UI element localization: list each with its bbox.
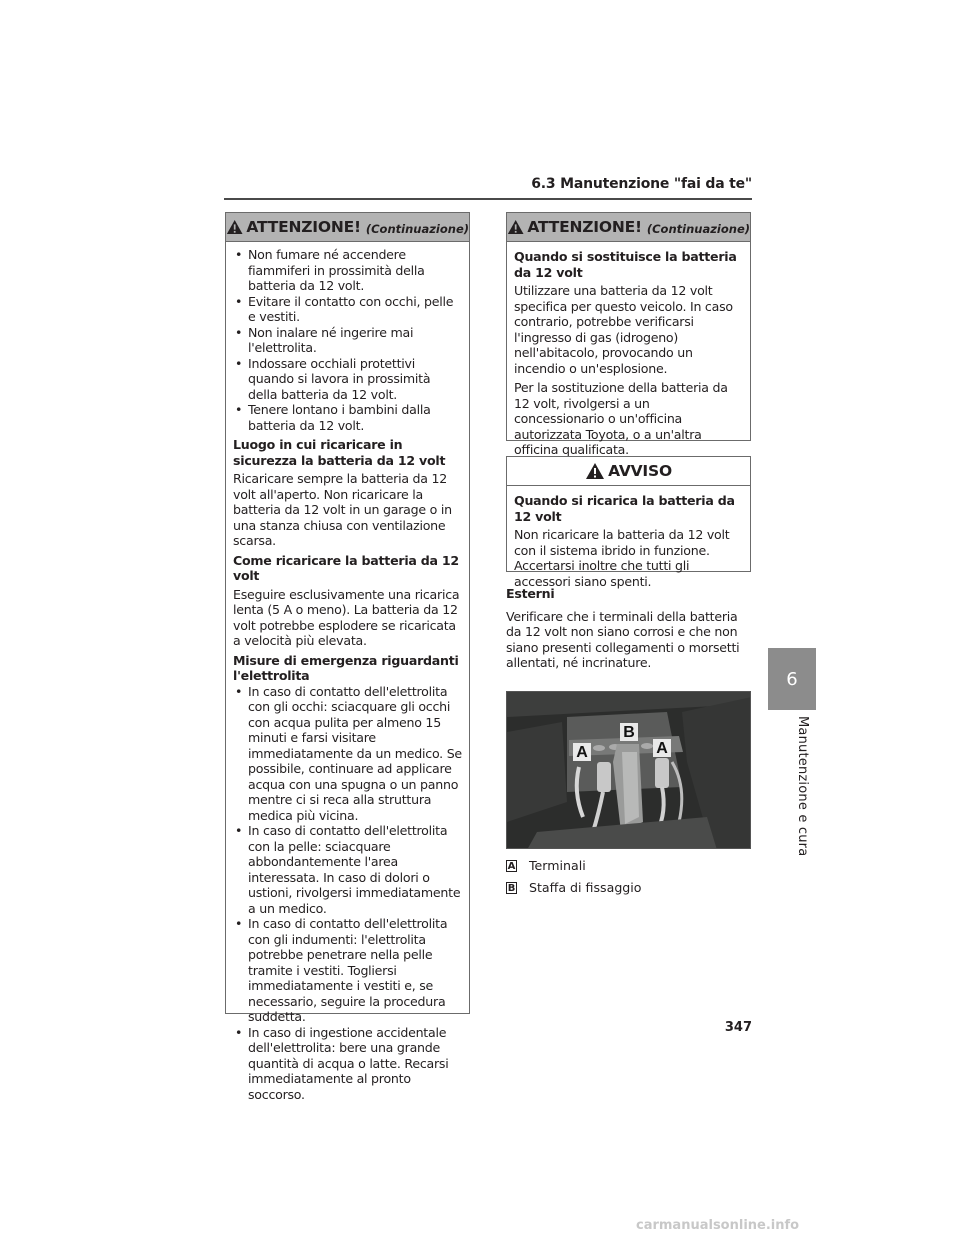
warning-title: ATTENZIONE! [527,218,642,236]
legend-label: Terminali [529,858,586,873]
header-rule [224,198,752,200]
emergency-list [233,684,462,1103]
exterior-section [506,586,751,671]
section-title: 6.3 Manutenzione "fai da te" [531,176,752,192]
legend-item-a [506,858,751,873]
subheading: Quando si ricarica la batteria da 12 volt [514,493,735,524]
warning-box-right [506,212,751,457]
chapter-label: Manutenzione e cura [795,716,810,857]
battery-photo [506,691,751,849]
battery-illustration [507,692,751,849]
notice-title: AVVISO [608,462,672,480]
continued-label: (Continuazione) [646,222,750,236]
warning-box-header [226,213,469,242]
chapter-tab: 6 [768,648,816,710]
callout-b: B [623,724,635,741]
list-item: • In caso di ingestione accidentale dell'elettrolita: bere una grande quantità di acqua o latte. Recarsi immediatamente al pronto soccorso. [233,1025,462,1103]
callout-a-right: A [656,740,668,757]
paragraph: Per la sostituzione della batteria da 12 volt, rivolgersi a un concessionario o un'officina autorizzata Toyota, o a un'altra officina qualificata. [514,380,728,457]
continued-label: (Continuazione) [365,222,469,236]
list-item: • Evitare il contatto con occhi, pelle e vestiti. [233,294,462,325]
subheading: Misure di emergenza riguardanti l'elettrolita [233,652,459,683]
paragraph: Ricaricare sempre la batteria da 12 volt all'aperto. Non ricaricare la batteria da 12 volt in un garage o in una stanza chiusa con ventilazione scarsa. [233,471,452,548]
list-item: • Non inalare né ingerire mai l'elettrolita. [233,325,462,356]
paragraph: Utilizzare una batteria da 12 volt specifica per questo veicolo. In caso contrario, potrebbe verificarsi l'ingresso di gas (idrogeno) nell'abitacolo, provocando un incendio o un'esplosione. [514,283,733,376]
warning-box-header [507,213,750,242]
list-item: • Indossare occhiali protettivi quando si lavora in prossimità della batteria da 12 volt. [233,356,462,403]
legend-label: Staffa di fissaggio [529,880,642,895]
subheading: Quando si sostituisce la batteria da 12 volt [514,249,737,280]
exterior-heading: Esterni [506,586,555,601]
paragraph: Non ricaricare la batteria da 12 volt con il sistema ibrido in funzione. Accertarsi inoltre che tutti gli accessori siano spenti. [514,527,730,589]
callout-a-left: A [576,744,588,761]
subheading: Luogo in cui ricaricare in sicurezza la batteria da 12 volt [233,437,446,468]
warning-title: ATTENZIONE! [246,218,361,236]
list-item: • In caso di contatto dell'elettrolita con gli occhi: sciacquare gli occhi con acqua pulita per almeno 15 minuti e farsi visitare immediatamente da un medico. Se possibile, continuare ad applicare acqua con una spugna o un panno mentre ci si reca alla struttura medica più vicina. [233,684,462,824]
paragraph: Eseguire esclusivamente una ricarica lenta (5 A o meno). La batteria da 12 volt potrebbe esplodere se ricaricata a velocità più elevata. [233,586,460,648]
list-item: • In caso di contatto dell'elettrolita con la pelle: sciacquare abbondantemente l'area interessata. In caso di dolori o ustioni, rivolgersi immediatamente a un medico. [233,823,462,916]
warning-triangle-icon [507,218,524,236]
warning-box-left [225,212,470,1102]
page-number: 347 [724,1020,752,1035]
warning-triangle-icon [226,218,243,236]
legend-key: B [507,882,516,894]
notice-box [506,456,751,589]
exterior-paragraph: Verificare che i terminali della batteria da 12 volt non siano corrosi e che non siano presenti collegamenti o morsetti allentati, né incrinature. [506,608,740,670]
legend-item-b [506,880,751,895]
safety-list [233,247,462,433]
legend-key: A [507,860,516,872]
list-item: • Non fumare né accendere fiammiferi in prossimità della batteria da 12 volt. [233,247,462,294]
notice-box-header [507,457,750,486]
list-item: • Tenere lontano i bambini dalla batteria da 12 volt. [233,402,462,433]
subheading: Come ricaricare la batteria da 12 volt [233,552,459,583]
list-item: • In caso di contatto dell'elettrolita con gli indumenti: l'elettrolita potrebbe penetrare nella pelle tramite i vestiti. Togliersi immediatamente i vestiti e, se necessario, seguire la procedura suddetta. [233,916,462,1025]
notice-triangle-icon [585,462,605,480]
watermark: carmanualsonline.info [636,1218,800,1233]
